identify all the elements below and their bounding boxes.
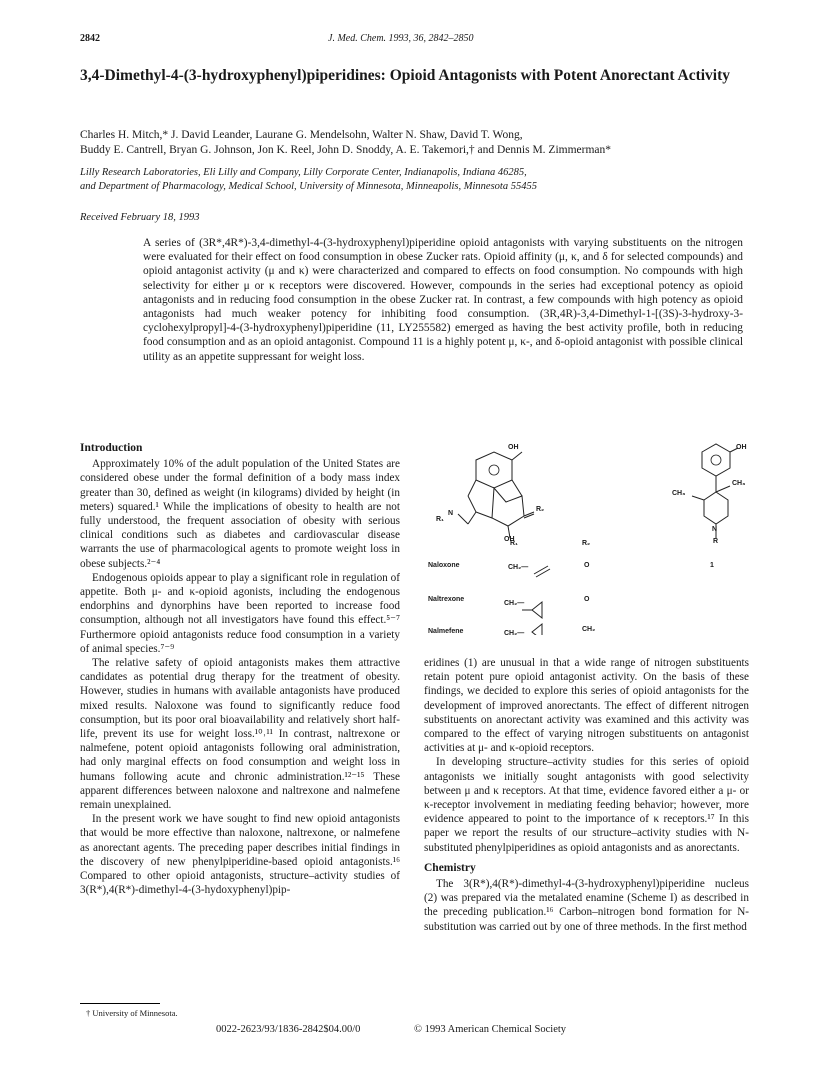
paragraph: Endogenous opioids appear to play a significant role in regulation of appetite. Both μ- and κ-opioid agonists, including the endogenous endorphins and dynorphins have been reported to increase food consumption, although not all investigators have found this effect.⁵⁻⁷ Furthermore opioid antagonists reduce food consumption in a variety of animal species.⁷⁻⁹ — [80, 571, 400, 655]
label-r1: R₁ — [436, 516, 444, 523]
abstract: A series of (3R*,4R*)-3,4-dimethyl-4-(3-hydroxyphenyl)piperidine opioid antagonists with varying substituents on the nitrogen were evaluated for their effect on food consumption in obese Zucker rats. Opioid affinity (μ, κ, and δ for selected compounds) and opioid antagonist activity (μ and κ) were characterized and compared to effects on food consumption. No compounds with high selectivity for either μ or κ receptors were discovered. However, compounds in the series had exceptional potency as opioid antagonists and in reducing food consumption in the obese Zucker rat. In contrast, a few compounds with high potency as opioid antagonists had much weaker potency for inhibiting food consumption. (3R,4R)-3,4-Dimethyl-1-[(3S)-3-hydroxy-3-cyclohexylpropyl]-4-(3-hydroxyphenyl)piperidine (11, LY255582) emerged as having the best activity profile, both in reducing food consumption and as an opioid antagonist. Compound 11 is a highly potent μ, κ-, and δ-opioid antagonist with possible clinical utility as an appetite suppressant for weight loss. — [143, 237, 743, 363]
column-r2: R₂ — [582, 540, 591, 547]
column-r1: R₁ — [510, 540, 518, 547]
structure-figure — [424, 440, 764, 635]
page-number: 2842 — [80, 33, 100, 44]
row-r1: CH₂— — [504, 630, 525, 637]
article-title: 3,4-Dimethyl-4-(3-hydroxyphenyl)piperidines: Opioid Antagonists with Potent Anorectant Activity — [80, 67, 731, 84]
label-ch3: CH₃ — [672, 490, 686, 497]
author-list — [80, 128, 780, 158]
label-ch3: CH₃ — [732, 480, 746, 487]
paragraph: Approximately 10% of the adult population of the United States are considered obese under the formal definition of a body mass index greater than 30, defined as weight (in kilograms) divided by height (in meters) squared.¹ While the implications of obesity to health are not fully understood, the frequent association of obesity with serious clinical conditions such as diabetes and cardiovascular disease warrants the use of pharmacological agents to promote weight loss in obese subjects.²⁻⁴ — [80, 458, 400, 570]
compound-number: 1 — [710, 562, 714, 569]
footnote: † University of Minnesota. — [86, 1008, 178, 1018]
paragraph: eridines (1) are unusual in that a wide range of nitrogen substituents retain potent pure opioid antagonist activity. On the basis of these findings, we decided to explore this series of opioid antagonists for the development of improved anorectants. The effect of different nitrogen substituents on anorectant activity was examined and this activity was compared to the effect of varying nitrogen substituents on antagonist activities at μ- and κ-opioid receptors. — [424, 657, 749, 755]
affiliation — [80, 166, 780, 194]
label-r: R — [713, 538, 719, 545]
label-r2: R₂ — [536, 506, 545, 513]
footnote-rule — [80, 1003, 160, 1004]
paragraph: The 3(R*),4(R*)-dimethyl-4-(3-hydroxyphenyl)piperidine nucleus (2) was prepared via the metalated enamine (Scheme I) as described in the preceding publication.¹⁶ Carbon–nitrogen bond formation for N-substitution was carried out by one of three methods. In the first method — [424, 878, 749, 933]
author-line: Buddy E. Cantrell, Bryan G. Johnson, Jon K. Reel, John D. Snoddy, A. E. Takemori,† and Dennis M. Zimmerman* — [80, 144, 612, 156]
row-r1: CH₂— — [504, 600, 525, 607]
author-line: Charles H. Mitch,* J. David Leander, Laurane G. Mendelsohn, Walter N. Shaw, David T. Wong, — [80, 129, 523, 141]
left-column — [80, 441, 400, 898]
row-name-naloxone: Naloxone — [428, 562, 460, 569]
row-r1: CH₂— — [508, 564, 529, 571]
right-column — [424, 656, 749, 934]
received-date: Received February 18, 1993 — [80, 212, 200, 223]
label-oh: OH — [508, 444, 519, 451]
label-n: N — [712, 526, 718, 533]
chemistry-heading: Chemistry — [424, 861, 476, 874]
affiliation-line: and Department of Pharmacology, Medical School, University of Minnesota, Minneapolis, Minnesota 55455 — [80, 181, 537, 192]
label-oh: OH — [736, 444, 747, 451]
row-r2: O — [584, 562, 590, 569]
row-name-nalmefene: Nalmefene — [428, 628, 464, 635]
paragraph: The relative safety of opioid antagonists makes them attractive candidates as potential drug therapy for the treatment of obesity. However, studies in humans with available antagonists have produced mixed results. Naloxone was found to significantly reduce food consumption, but its poor oral bioavailability and relatively short half-life, prevent its use for weight loss.¹⁰˒¹¹ In contrast, naltrexone or nalmefene, potent opioid antagonists following oral administration, had only marginal effects on food consumption and weight loss in humans following acute and chronic administration.¹²⁻¹⁵ These apparent differences between naloxone and naltrexone and nalmefene remain unexplained. — [80, 657, 400, 812]
label-n: N — [448, 510, 454, 517]
label-oh: OH — [504, 536, 515, 543]
row-r2: O — [584, 596, 590, 603]
row-r2: CH₂ — [582, 626, 596, 633]
affiliation-line: Lilly Research Laboratories, Eli Lilly and Company, Lilly Corporate Center, Indianapolis, Indiana 46285, — [80, 167, 527, 178]
introduction-heading: Introduction — [80, 442, 143, 454]
journal-citation: J. Med. Chem. 1993, 36, 2842–2850 — [328, 33, 474, 44]
paragraph: In developing structure–activity studies for this series of opioid antagonists we initially sought antagonists with good selectivity between μ and κ receptors. At that time, evidence favored either a μ- or κ-receptor involvement in mediating feeding behavior; however, more evidence appeared to point to the importance of κ receptors.¹⁷ In this paper we report the results of our structure–activity studies with N-substituted phenylpiperidines as opioid antagonists and as anorectants. — [424, 756, 749, 854]
row-name-naltrexone: Naltrexone — [428, 596, 465, 603]
paragraph: In the present work we have sought to find new opioid antagonists that would be more effective than naloxone, naltrexone, or nalmefene as anorectant agents. The preceding paper describes initial findings in the discovery of new phenylpiperidine-based opioid antagonists.¹⁶ Compared to other opioid antagonists, structure–activity studies of 3(R*),4(R*)-dimethyl-4-(3-hydoxyphenyl)pip- — [80, 813, 400, 897]
footer-code: 0022-2623/93/1836-2842$04.00/0 — [216, 1024, 361, 1035]
footer-copyright: © 1993 American Chemical Society — [414, 1024, 567, 1035]
